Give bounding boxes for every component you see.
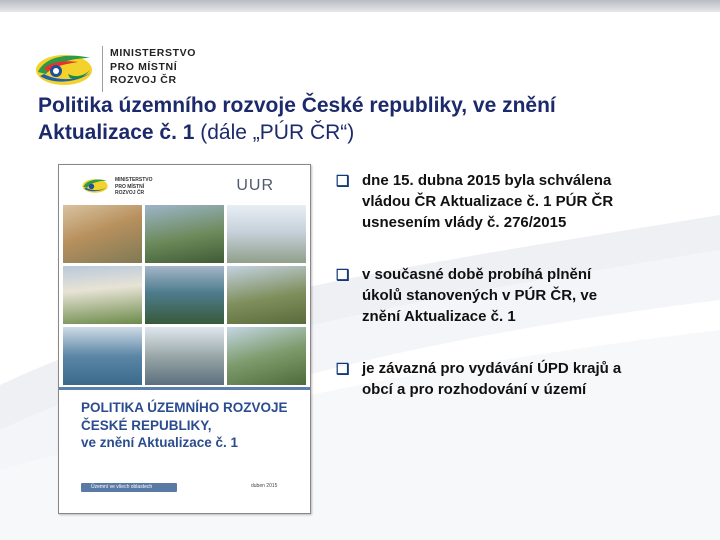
bullet-list xyxy=(334,170,704,431)
cover-logo-icon xyxy=(81,177,111,195)
cover-header xyxy=(59,165,310,205)
uur-logo: UUR xyxy=(236,177,274,194)
title-line-2-bold: Aktualizace č. 1 xyxy=(38,121,195,144)
cover-title xyxy=(81,399,301,452)
checkbox-square-icon: ❑ xyxy=(336,173,350,190)
title-line-2-rest: (dále „PÚR ČR“) xyxy=(194,121,355,144)
bullet-item xyxy=(334,264,704,327)
bullet-line: vládou ČR Aktualizace č. 1 PÚR ČR xyxy=(362,193,614,210)
slide-title xyxy=(38,92,678,146)
cover-photo-bridge xyxy=(145,327,224,385)
cover-photo-landscape xyxy=(227,266,306,324)
cover-photo-grid xyxy=(63,205,306,385)
logo-line: PRO MÍSTNÍ xyxy=(110,60,178,73)
bullet-line: usnesením vlády č. 276/2015 xyxy=(362,214,567,231)
cover-photo-town xyxy=(63,205,142,263)
cover-title-line: ČESKÉ REPUBLIKY, xyxy=(81,417,212,433)
logo-line: ROZVOJ ČR xyxy=(110,74,177,86)
logo-line: MINISTERSTVO xyxy=(110,47,196,59)
bullet-line: úkolů stanovených v PÚR ČR, ve xyxy=(362,287,598,304)
cover-logo-line: PRO MÍSTNÍ xyxy=(115,183,145,190)
cover-logo-line: ROZVOJ ČR xyxy=(115,190,145,196)
top-bar xyxy=(0,0,720,12)
bullet-line: znění Aktualizace č. 1 xyxy=(362,308,516,325)
bullet-item xyxy=(334,358,704,400)
cover-photo-forest xyxy=(145,205,224,263)
cover-photo-power-lines xyxy=(227,205,306,263)
ministry-logo-icon xyxy=(34,50,98,90)
cover-date: duben 2015 xyxy=(251,483,278,489)
cover-photo-dam xyxy=(145,266,224,324)
logo-text xyxy=(110,47,196,88)
cover-title-line: ve znění Aktualizace č. 1 xyxy=(81,435,239,450)
cover-logo-line: MINISTERSTVO xyxy=(115,177,153,183)
cover-photo-village xyxy=(63,266,142,324)
bullet-item xyxy=(334,170,704,233)
title-line-2 xyxy=(38,119,678,146)
bullet-line: v současné době probíhá plnění xyxy=(362,266,592,283)
bullet-line: obcí a pro rozhodování v území xyxy=(362,381,587,398)
checkbox-square-icon: ❑ xyxy=(336,361,350,378)
cover-title-line: POLITIKA ÚZEMNÍHO ROZVOJE xyxy=(81,400,288,415)
checkbox-square-icon: ❑ xyxy=(336,267,350,284)
cover-logo-text xyxy=(115,177,153,197)
ministry-logo xyxy=(34,46,204,94)
cover-bar-text: Územní ve všech oblastech xyxy=(91,484,153,490)
cover-photo-river xyxy=(63,327,142,385)
bullet-line: dne 15. dubna 2015 byla schválena xyxy=(362,172,612,189)
document-cover-image xyxy=(58,164,311,514)
cover-strip xyxy=(59,387,310,390)
logo-divider xyxy=(102,46,103,92)
cover-photo-road xyxy=(227,327,306,385)
title-line-1: Politika územního rozvoje České republiky, ve znění xyxy=(38,94,556,117)
bullet-line: je závazná pro vydávání ÚPD krajů a xyxy=(362,360,622,377)
